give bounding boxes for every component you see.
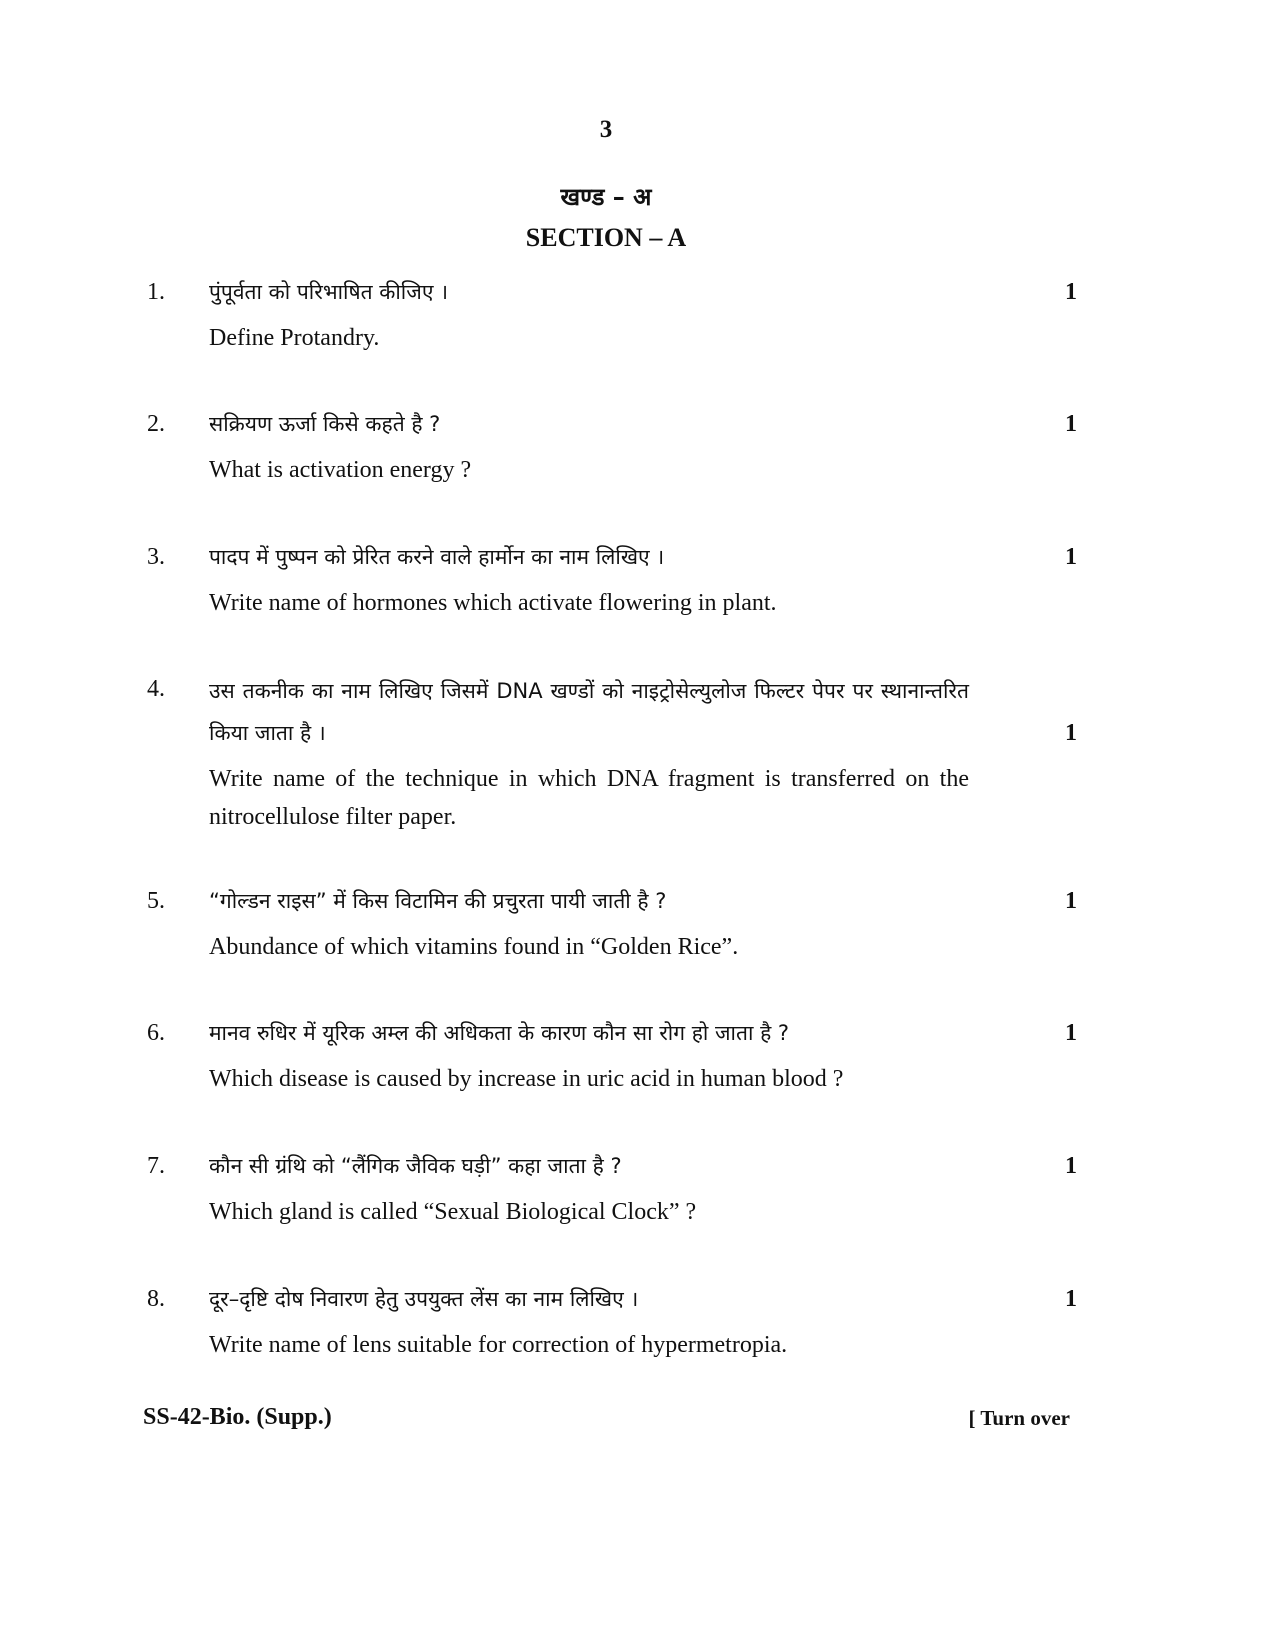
question-marks: 1	[1065, 279, 1077, 305]
question-marks: 1	[1065, 411, 1077, 437]
turn-over-label: [ Turn over	[968, 1406, 1070, 1430]
question-marks: 1	[1065, 1020, 1077, 1046]
question-number: 2.	[147, 411, 165, 437]
question-marks: 1	[1065, 720, 1077, 746]
question-text-hindi: पुंपूर्वता को परिभाषित कीजिए ।	[209, 280, 449, 304]
question-text-hindi: उस तकनीक का नाम लिखिए जिसमें DNA खण्डों को नाइट्रोसेल्युलोज फिल्टर पेपर पर स्थानान्तरित किया जाता है ।	[209, 679, 969, 745]
question-text-hindi: पादप में पुष्पन को प्रेरित करने वाले हार्मोन का नाम लिखिए ।	[209, 545, 665, 569]
question-text-english: Write name of hormones which activate flowering in plant.	[209, 590, 777, 616]
section-title-hindi: खण्ड – अ	[560, 183, 652, 211]
question-number: 4.	[147, 676, 165, 702]
question-marks: 1	[1065, 1153, 1077, 1179]
question-text-hindi: दूर–दृष्टि दोष निवारण हेतु उपयुक्त लेंस का नाम लिखिए ।	[209, 1287, 639, 1311]
question-text-hindi: “गोल्डन राइस” में किस विटामिन की प्रचुरता पायी जाती है ?	[209, 889, 667, 913]
question-text-english: Write name of the technique in which DNA fragment is transferred on the nitrocellulose filter paper.	[209, 766, 969, 830]
question-text-hindi: मानव रुधिर में यूरिक अम्ल की अधिकता के कारण कौन सा रोग हो जाता है ?	[209, 1021, 790, 1045]
question-text-english: Define Protandry.	[209, 325, 380, 351]
question-marks: 1	[1065, 544, 1077, 570]
question-text-hindi: कौन सी ग्रंथि को “लैंगिक जैविक घड़ी” कहा जाता है ?	[209, 1154, 622, 1178]
question-number: 7.	[147, 1153, 165, 1179]
question-marks: 1	[1065, 1286, 1077, 1312]
question-marks: 1	[1065, 888, 1077, 914]
question-text-hindi: सक्रियण ऊर्जा किसे कहते है ?	[209, 412, 441, 436]
question-text-english: Which disease is caused by increase in uric acid in human blood ?	[209, 1066, 844, 1092]
question-text-english: Abundance of which vitamins found in “Golden Rice”.	[209, 934, 739, 960]
question-number: 8.	[147, 1286, 165, 1312]
question-text-english: Which gland is called “Sexual Biological Clock” ?	[209, 1199, 697, 1225]
question-number: 6.	[147, 1020, 165, 1046]
question-text-english: Write name of lens suitable for correction of hypermetropia.	[209, 1332, 788, 1358]
question-number: 5.	[147, 888, 165, 914]
question-number: 1.	[147, 279, 165, 305]
paper-code: SS-42-Bio. (Supp.)	[143, 1404, 332, 1430]
section-title-english: SECTION – A	[525, 223, 687, 252]
question-text-english: What is activation energy ?	[209, 457, 472, 483]
question-number: 3.	[147, 544, 165, 570]
page-number: 3	[599, 116, 613, 143]
